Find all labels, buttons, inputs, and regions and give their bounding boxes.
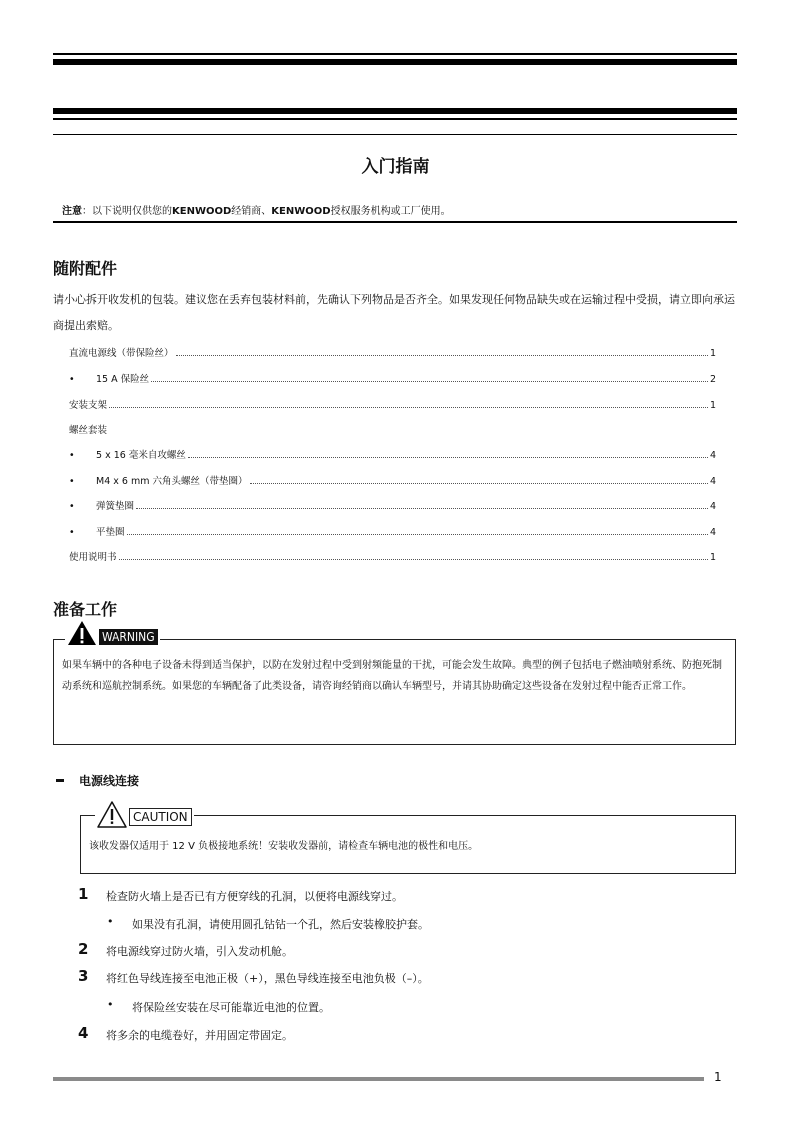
- top-rule-thin-3: [53, 134, 737, 135]
- list-item: [69, 345, 716, 359]
- note-mid: 经销商、: [231, 206, 272, 217]
- item-page: 1: [709, 348, 716, 359]
- item-bullet: •: [69, 527, 75, 538]
- item-label: 平垫圈: [96, 527, 125, 538]
- leader-dots: [250, 483, 708, 484]
- caution-triangle-icon: [95, 800, 129, 828]
- step-sub-text: 如果没有孔洞，请使用圆孔钻钻一个孔，然后安装橡胶护套。: [132, 918, 429, 931]
- section-marker: [56, 779, 64, 782]
- accessories-heading: 随附配件: [53, 259, 118, 278]
- note-tail: 授权服务机构或工厂使用。: [330, 206, 451, 217]
- top-rule-thin-2: [53, 118, 737, 120]
- list-item: [69, 371, 716, 385]
- page-title: 入门指南: [361, 157, 430, 177]
- warning-badge: [65, 620, 160, 646]
- list-item: [69, 473, 716, 487]
- warning-text: 如果车辆中的各种电子设备未得到适当保护，以防在发射过程中受到射频能量的干扰，可能会发生故障。典型的例子包括电子燃油喷射系统、防抱死制动系统和巡航控制系统。如果您的车辆配备了此类设备，请咨询经销商以确认车辆型号，并请其协助确定这些设备在发射过程中能否正常工作。: [62, 660, 722, 692]
- item-bullet: •: [69, 374, 75, 385]
- item-label: 直流电源线（带保险丝）: [69, 348, 174, 359]
- step-number: 2: [78, 940, 89, 958]
- warning-box: [53, 639, 736, 745]
- page-number: 1: [714, 1070, 722, 1084]
- item-label: 螺丝套装: [69, 425, 108, 436]
- item-page: 1: [709, 400, 716, 411]
- item-label: M4 x 6 mm 六角头螺丝（带垫圈）: [96, 476, 248, 487]
- leader-dots: [109, 407, 708, 408]
- power-heading: 电源线连接: [79, 774, 140, 788]
- item-label: 弹簧垫圈: [96, 501, 135, 512]
- item-page: 2: [709, 374, 716, 385]
- caution-text: 该收发器仅适用于 12 V 负极接地系统！安装收发器前，请检查车辆电池的极性和电压。: [89, 841, 479, 852]
- step-text: 将红色导线连接至电池正极（+），黑色导线连接至电池负极（–）。: [106, 972, 429, 985]
- list-item: [69, 549, 716, 563]
- list-item: [69, 397, 716, 411]
- leader-dots: [127, 534, 708, 535]
- item-label: 5 x 16 毫米自攻螺丝: [96, 450, 186, 461]
- top-rule-thin-1: [53, 53, 737, 55]
- step-number: 4: [78, 1024, 89, 1042]
- leader-dots: [136, 508, 708, 509]
- item-page: 1: [709, 552, 716, 563]
- item-page: 4: [709, 450, 716, 461]
- item-bullet: •: [69, 476, 75, 487]
- note-label: 注意: [62, 206, 82, 217]
- item-bullet: •: [69, 450, 75, 461]
- step-number: 1: [78, 885, 89, 903]
- step-text: 将多余的电缆卷好，并用固定带固定。: [106, 1029, 293, 1042]
- step-number: 3: [78, 967, 89, 985]
- note-divider: [53, 221, 737, 223]
- footer-rule: [53, 1077, 704, 1081]
- leader-dots: [176, 355, 708, 356]
- note-line: [62, 202, 451, 217]
- list-item: [69, 498, 716, 512]
- step-sub-text: 将保险丝安装在尽可能靠近电池的位置。: [132, 1001, 330, 1014]
- leader-dots: [188, 457, 708, 458]
- step-text: 检查防火墙上是否已有方便穿线的孔洞，以便将电源线穿过。: [106, 890, 403, 903]
- preparation-heading: 准备工作: [53, 600, 118, 619]
- item-bullet: •: [69, 501, 75, 512]
- note-brand-1: KENWOOD: [172, 206, 232, 217]
- list-item: [69, 447, 716, 461]
- note-brand-2: KENWOOD: [271, 206, 331, 217]
- list-item: [69, 524, 716, 538]
- item-page: 4: [709, 527, 716, 538]
- note-text: ：以下说明仅供您的: [82, 206, 172, 217]
- top-rule-thick-1: [53, 59, 737, 65]
- leader-dots: [119, 559, 708, 560]
- leader-dots: [151, 381, 708, 382]
- caution-label: CAUTION: [129, 808, 192, 826]
- item-page: 4: [709, 476, 716, 487]
- top-rule-thick-2: [53, 108, 737, 114]
- list-item: [69, 422, 716, 436]
- item-label: 安装支架: [69, 400, 108, 411]
- step-sub-bullet: •: [107, 915, 114, 928]
- item-label: 15 A 保险丝: [96, 374, 150, 385]
- item-page: 4: [709, 501, 716, 512]
- step-text: 将电源线穿过防火墙，引入发动机舱。: [106, 945, 293, 958]
- warning-triangle-icon: [65, 620, 99, 646]
- accessories-intro: 请小心拆开收发机的包装。建议您在丢弃包装材料前，先确认下列物品是否齐全。如果发现任何物品缺失或在运输过程中受损，请立即向承运商提出索赔。: [53, 293, 735, 332]
- warning-label: WARNING: [99, 629, 158, 645]
- item-label: 使用说明书: [69, 552, 117, 563]
- caution-badge: [95, 800, 194, 828]
- step-sub-bullet: •: [107, 998, 114, 1011]
